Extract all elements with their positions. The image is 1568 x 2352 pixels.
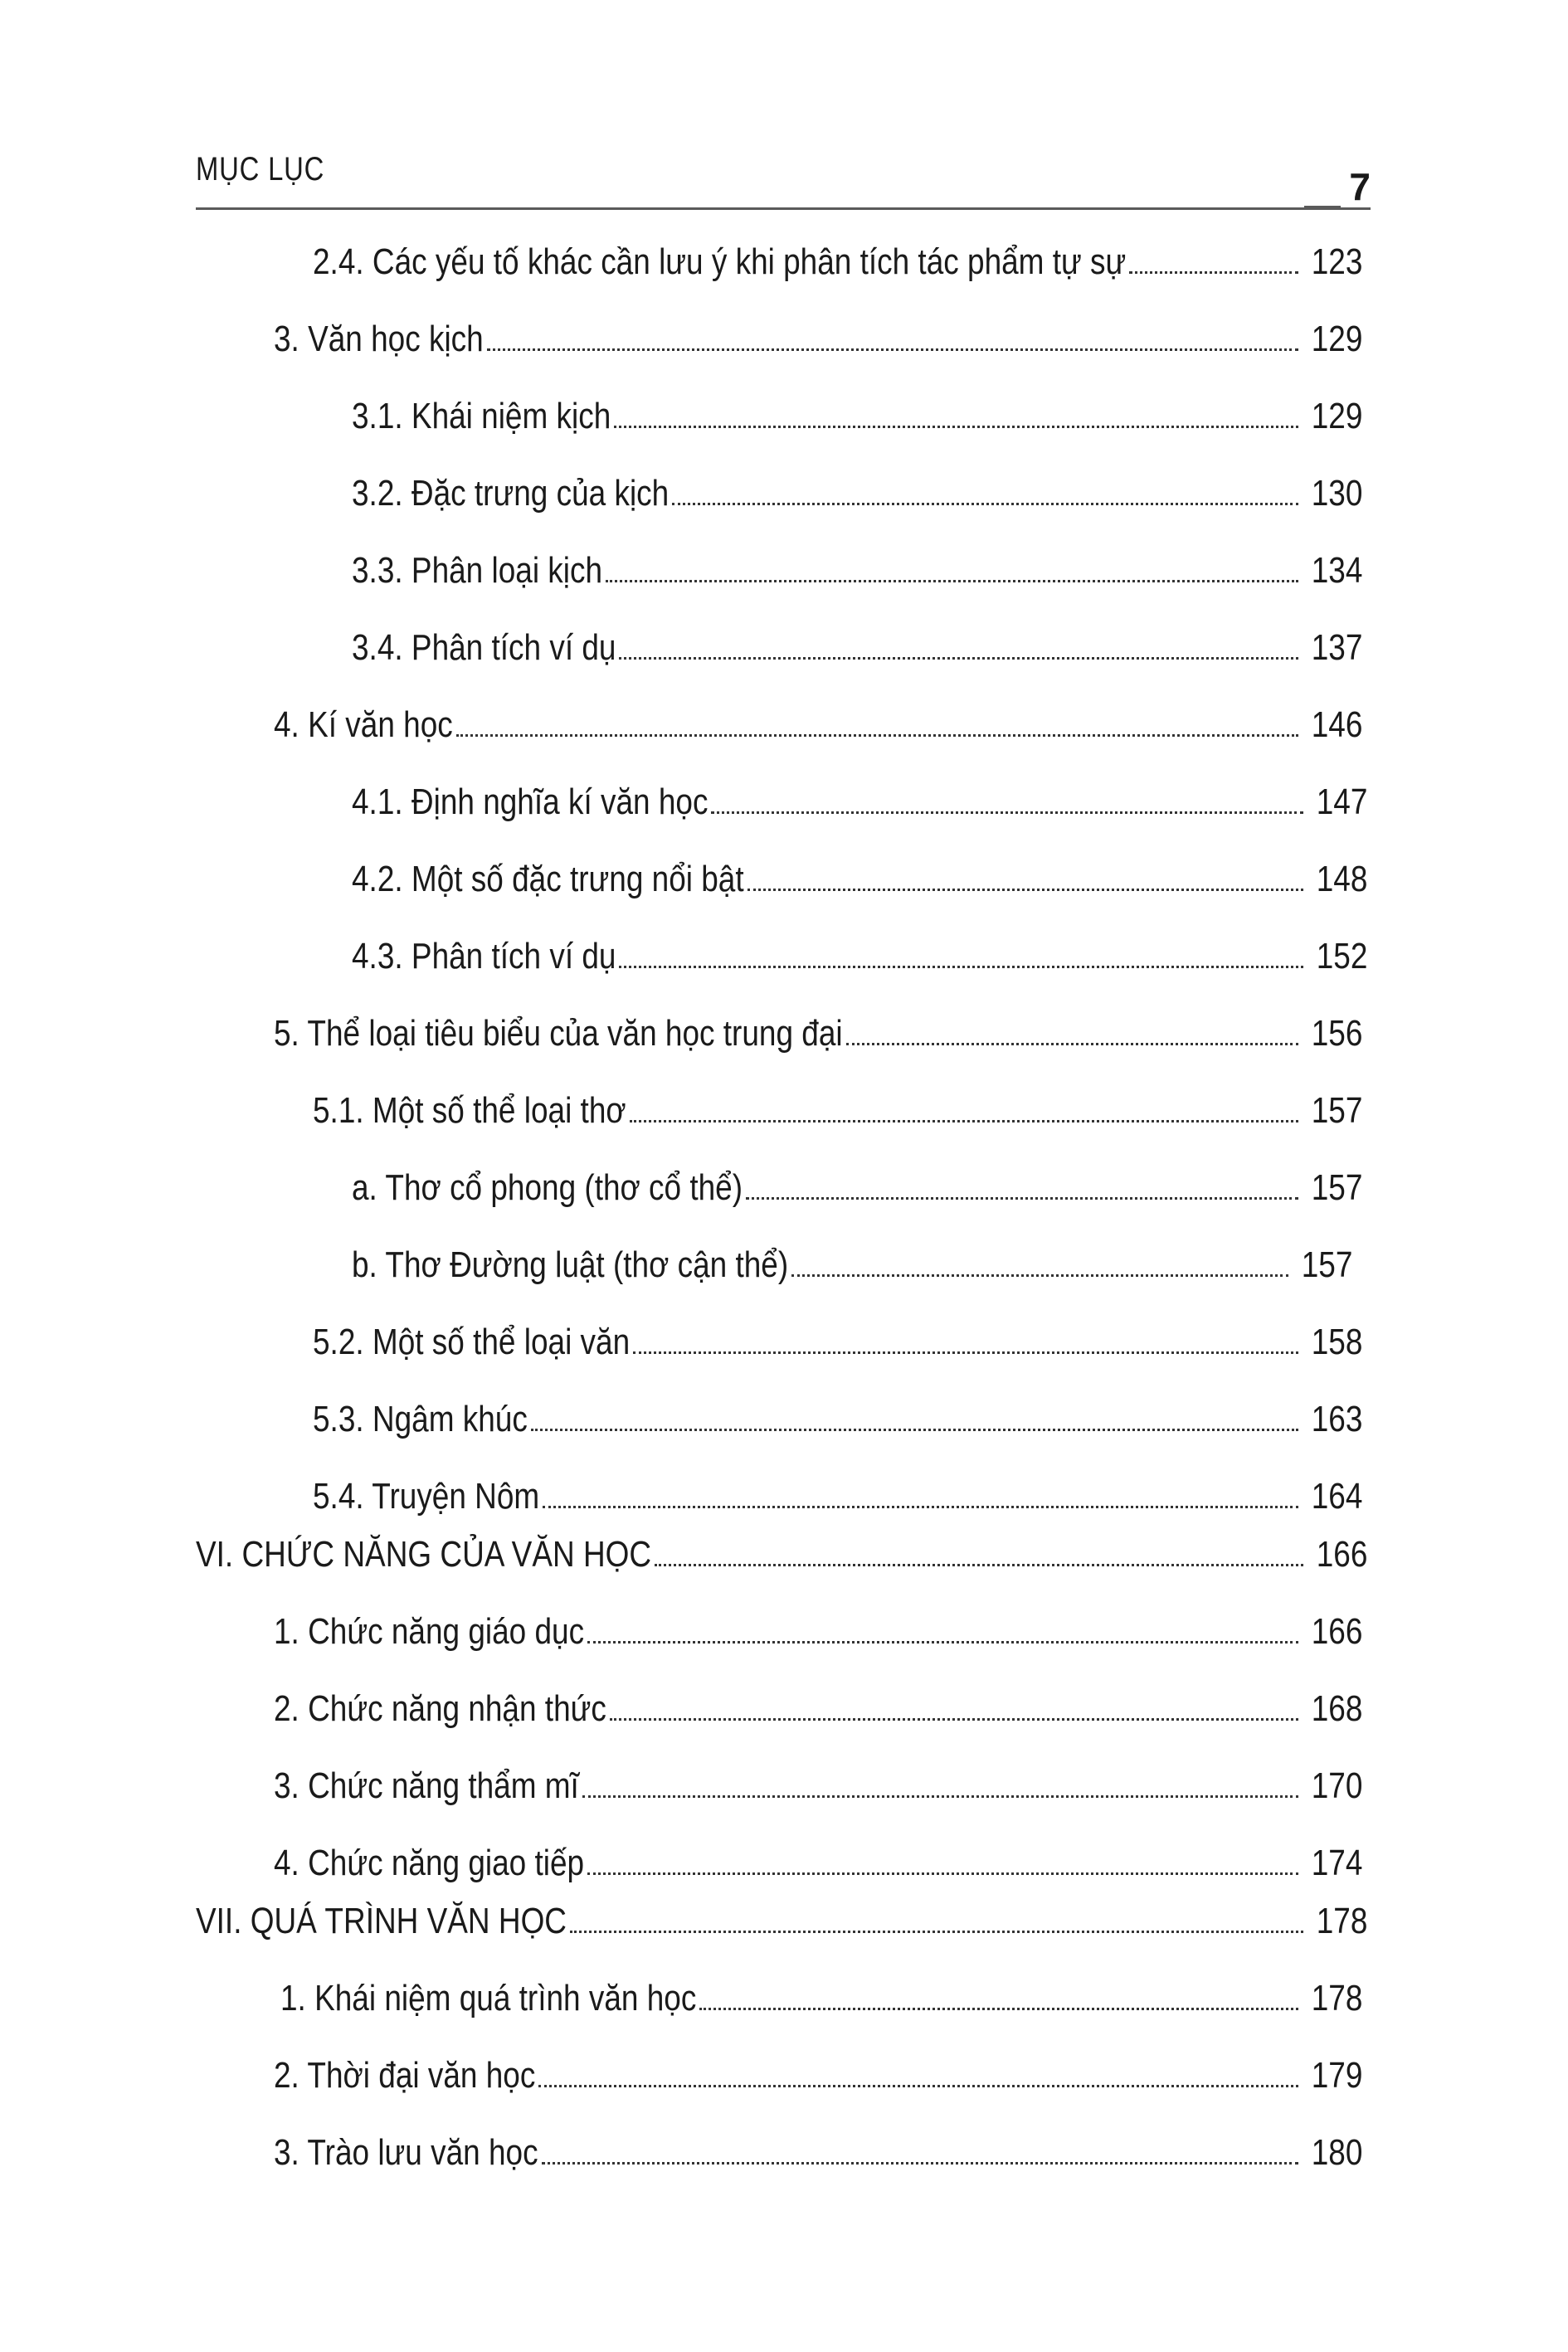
toc-entry[interactable] xyxy=(196,1531,1367,1578)
toc-entry-page: 129 xyxy=(1311,396,1362,436)
toc-entry-page: 157 xyxy=(1311,1090,1362,1131)
toc-entry-label: a. Thơ cổ phong (thơ cổ thể) xyxy=(352,1167,743,1208)
toc-entry-page: 148 xyxy=(1316,859,1367,899)
toc-entry[interactable] xyxy=(274,1840,1362,1887)
toc-entry[interactable] xyxy=(352,470,1362,517)
dot-leader xyxy=(582,1795,1298,1798)
toc-entry[interactable] xyxy=(274,2053,1362,2099)
toc-entry-page: 158 xyxy=(1311,1322,1362,1362)
toc-entry-page: 163 xyxy=(1311,1399,1362,1439)
toc-entry-label: VI. CHỨC NĂNG CỦA VĂN HỌC xyxy=(196,1534,652,1575)
dot-leader xyxy=(538,2085,1298,2087)
toc-entry-page: 170 xyxy=(1311,1765,1362,1806)
toc-entry-label: 3. Trào lưu văn học xyxy=(274,2132,538,2173)
dot-leader xyxy=(1129,271,1298,274)
toc-entry-label: b. Thơ Đường luật (thơ cận thể) xyxy=(352,1244,789,1285)
dot-leader xyxy=(606,580,1298,582)
toc-entry-page: 137 xyxy=(1311,627,1362,668)
toc-entry-page: 166 xyxy=(1316,1534,1367,1575)
toc-entry-page: 146 xyxy=(1311,704,1362,745)
toc-entry[interactable] xyxy=(274,1010,1362,1057)
toc-entry[interactable] xyxy=(352,548,1362,594)
toc-entry-page: 179 xyxy=(1311,2055,1362,2096)
toc-entry-label: 5.1. Một số thể loại thơ xyxy=(313,1090,626,1131)
dot-leader xyxy=(587,1872,1298,1875)
dot-leader xyxy=(619,657,1298,660)
toc-entry[interactable] xyxy=(313,1473,1362,1520)
toc-entry-label: 5.4. Truyện Nôm xyxy=(313,1476,540,1517)
toc-entry[interactable] xyxy=(274,1686,1362,1732)
toc-entry-label: 4.1. Định nghĩa kí văn học xyxy=(352,782,709,822)
dot-leader xyxy=(542,2162,1298,2165)
toc-entry-label: 2. Thời đại văn học xyxy=(274,2055,536,2096)
toc-entry-label: 5.2. Một số thể loại văn xyxy=(313,1322,631,1362)
toc-entry-label: 1. Khái niệm quá trình văn học xyxy=(280,1978,697,2018)
toc-entry[interactable] xyxy=(313,1396,1362,1443)
toc-entry[interactable] xyxy=(352,933,1367,980)
toc-entry-label: 4. Kí văn học xyxy=(274,704,453,745)
toc-entry-label: 3.1. Khái niệm kịch xyxy=(352,396,611,436)
toc-entry-page: 123 xyxy=(1311,241,1362,282)
toc-entry-page: 166 xyxy=(1311,1611,1362,1652)
dot-leader xyxy=(633,1351,1298,1354)
toc-entry-page: 147 xyxy=(1316,782,1367,822)
dot-leader xyxy=(456,734,1298,737)
dot-leader xyxy=(531,1429,1298,1431)
dot-leader xyxy=(846,1043,1298,1045)
toc-entry-label: 3. Văn học kịch xyxy=(274,319,484,359)
page-number: 7 xyxy=(1349,165,1371,208)
toc-entry-label: 4. Chức năng giao tiếp xyxy=(274,1843,585,1883)
toc-entry-label: 4.2. Một số đặc trưng nổi bật xyxy=(352,859,744,899)
toc-entry-page: 180 xyxy=(1311,2132,1362,2173)
toc-entry[interactable] xyxy=(352,625,1362,671)
toc-entry-page: 156 xyxy=(1311,1013,1362,1054)
toc-entry[interactable] xyxy=(313,1319,1362,1366)
toc-entry[interactable] xyxy=(196,1898,1367,1945)
toc-entry-page: 129 xyxy=(1311,319,1362,359)
toc-entry-label: 3.2. Đặc trưng của kịch xyxy=(352,473,670,514)
header-title: MỤC LỤC xyxy=(196,151,325,187)
dot-leader xyxy=(570,1931,1303,1933)
toc-entry-page: 134 xyxy=(1311,550,1362,591)
toc-entry-page: 130 xyxy=(1311,473,1362,514)
toc-entry-page: 168 xyxy=(1311,1688,1362,1729)
toc-entry[interactable] xyxy=(352,1165,1362,1211)
toc-entry[interactable] xyxy=(274,316,1362,363)
toc-entry-page: 178 xyxy=(1316,1901,1367,1941)
dot-leader xyxy=(655,1564,1303,1566)
toc-entry-page: 164 xyxy=(1311,1476,1362,1517)
toc-entry[interactable] xyxy=(274,702,1362,748)
dot-leader xyxy=(630,1120,1298,1122)
toc-entry-page: 157 xyxy=(1311,1167,1362,1208)
toc-entry-label: 4.3. Phân tích ví dụ xyxy=(352,936,616,976)
toc-entry[interactable] xyxy=(352,1242,1352,1288)
toc-entry-label: VII. QUÁ TRÌNH VĂN HỌC xyxy=(196,1901,567,1941)
toc-entry[interactable] xyxy=(313,239,1362,285)
toc-entry-page: 152 xyxy=(1316,936,1367,976)
dot-leader xyxy=(487,348,1298,351)
dot-leader xyxy=(614,426,1298,428)
toc-entry[interactable] xyxy=(352,856,1367,903)
toc-entry-label: 3. Chức năng thẩm mĩ xyxy=(274,1765,579,1806)
dot-leader xyxy=(543,1506,1298,1508)
dot-leader xyxy=(746,1197,1298,1200)
dot-leader xyxy=(587,1641,1298,1643)
toc-entry-label: 2.4. Các yếu tố khác cần lưu ý khi phân tích tác phẩm tự sự xyxy=(313,241,1127,282)
toc-entry-page: 178 xyxy=(1311,1978,1362,2018)
toc-entry-label: 2. Chức năng nhận thức xyxy=(274,1688,606,1729)
toc-entry-label: 3.4. Phân tích ví dụ xyxy=(352,627,616,668)
dot-leader xyxy=(619,966,1303,968)
toc-entry-page: 174 xyxy=(1311,1843,1362,1883)
toc-entry-label: 5. Thể loại tiêu biểu của văn học trung đại xyxy=(274,1013,843,1054)
toc-entry[interactable] xyxy=(274,1609,1362,1655)
toc-entry-label: 3.3. Phân loại kịch xyxy=(352,550,603,591)
dot-leader xyxy=(791,1274,1288,1277)
toc-entry-label: 5.3. Ngâm khúc xyxy=(313,1399,528,1439)
toc-entry[interactable] xyxy=(280,1975,1362,2022)
dot-leader xyxy=(610,1718,1298,1721)
toc-entry-label: 1. Chức năng giáo dục xyxy=(274,1611,585,1652)
toc-entry[interactable] xyxy=(352,779,1367,825)
toc-entry-page: 157 xyxy=(1301,1244,1352,1285)
toc-entry[interactable] xyxy=(274,1763,1362,1809)
dot-leader xyxy=(747,889,1303,891)
toc-entry[interactable] xyxy=(313,1088,1362,1134)
dot-leader xyxy=(699,2008,1298,2010)
toc-entry[interactable] xyxy=(352,393,1362,440)
toc-entry[interactable] xyxy=(274,2130,1362,2176)
dot-leader xyxy=(672,503,1298,505)
dot-leader xyxy=(711,811,1303,814)
